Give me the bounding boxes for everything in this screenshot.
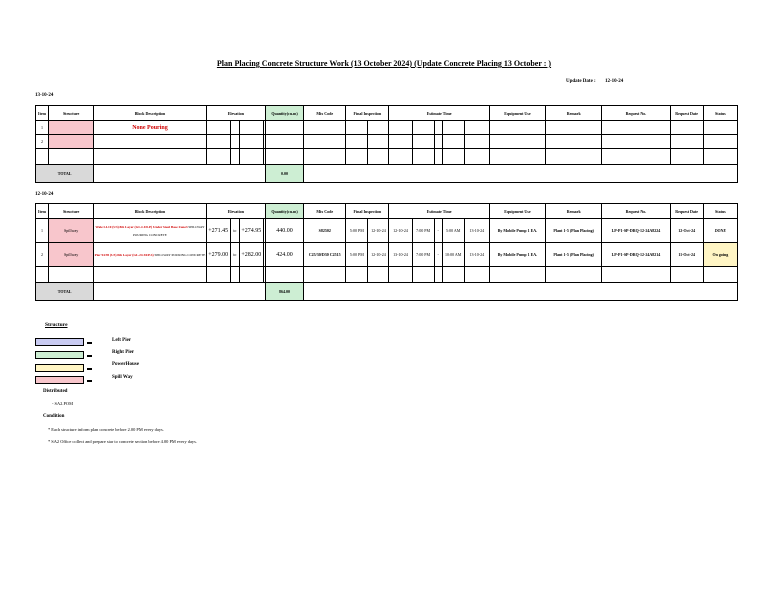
table-row — [36, 243, 738, 267]
start-time: 7:00 PM — [412, 219, 434, 243]
legend-label-spillway: Spill Way — [112, 375, 133, 380]
elevation-from: +279.00 — [206, 243, 230, 267]
equipment-cell: By Mobile Pump 1 EA. — [489, 243, 545, 267]
legend-dash — [87, 355, 92, 357]
quantity-cell: 424.00 — [265, 243, 303, 267]
status-badge: DONE — [703, 219, 737, 243]
page-title: Plan Placing Concrete Structure Work (13 October 2024) (Update Concrete Placing 13 October : ) — [216, 59, 552, 68]
col-request-no: Request No. — [602, 106, 670, 121]
col-remark: Remark — [546, 204, 602, 219]
spillway-swatch — [35, 376, 84, 384]
description-location: Pier 94/95 (U3) 8th Layer (GL.24-94/P.S) — [94, 252, 154, 257]
col-status: Status — [703, 204, 737, 219]
quantity-cell: 440.00 — [265, 219, 303, 243]
powerhouse-swatch — [35, 364, 84, 372]
description-work: SPILLWAY POURING CONCRETE — [133, 224, 205, 237]
total-value: 0.00 — [265, 165, 303, 183]
equipment-cell: By Mobile Pump 1 EA. — [489, 219, 545, 243]
table-row — [36, 149, 738, 165]
section2-date: 12-10-24 — [35, 192, 54, 197]
inspection-time: 5:00 PM — [346, 219, 368, 243]
structure-cell: Spillway — [49, 243, 94, 267]
item-cell: 2 — [36, 135, 49, 149]
elevation-to-label: to — [230, 243, 239, 267]
col-remark: Remark — [546, 106, 602, 121]
col-item: Item — [36, 204, 49, 219]
col-mix-code: Mix Code — [304, 106, 346, 121]
col-elevation: Elevation — [206, 204, 265, 219]
end-time: 10:00 AM — [442, 243, 464, 267]
col-estimate-time: Estimate Time — [389, 106, 489, 121]
legend-dash — [87, 380, 92, 382]
status-badge: On going — [703, 243, 737, 267]
block-description — [94, 243, 206, 267]
col-request-no: Request No. — [602, 204, 670, 219]
request-date-cell: 12-Oct-24 — [670, 219, 703, 243]
col-mix-code: Mix Code — [304, 204, 346, 219]
col-quantity: Quantity(cu.m) — [265, 204, 303, 219]
section1-table — [35, 105, 738, 183]
col-status: Status — [703, 106, 737, 121]
mix-code-cell: C25/30/D30 C2515 — [304, 243, 346, 267]
table-row — [36, 121, 738, 135]
elevation-to: +282.00 — [239, 243, 263, 267]
total-row — [36, 283, 738, 301]
col-structure: Structure — [49, 204, 94, 219]
inspection-time: 5:00 PM — [346, 243, 368, 267]
request-no-cell: LP-P1-SP-DRQ-12-24A8214 — [602, 243, 670, 267]
structure-cell: Spillway — [49, 219, 94, 243]
update-date — [566, 79, 623, 84]
distributed-value: - SA2.POM — [52, 401, 73, 406]
remark-cell: Plant 1-5 (Plan Placing) — [546, 243, 602, 267]
block-description — [94, 219, 206, 243]
condition-title: Condition — [43, 414, 65, 419]
legend-label-right-pier: Right Pier — [112, 350, 135, 355]
section2-table — [35, 203, 738, 301]
table-row — [36, 219, 738, 243]
update-date-value: 12-10-24 — [604, 79, 624, 84]
col-structure: Structure — [49, 106, 94, 121]
col-request-date: Request Date — [670, 204, 703, 219]
item-cell: 1 — [36, 219, 49, 243]
left-pier-swatch — [35, 338, 84, 346]
end-date: 13-10-24 — [464, 243, 489, 267]
table-row — [36, 135, 738, 149]
total-value: 864.00 — [265, 283, 303, 301]
legend-dash — [87, 342, 92, 344]
condition-item: * Each structure inform plan concrete before 2.00 PM every days. — [48, 427, 164, 432]
description-work: SPILLWAY POURING CONCRETE — [154, 252, 206, 257]
header-row — [36, 106, 738, 121]
col-estimate-time: Estimate Time — [389, 204, 489, 219]
col-block-description: Block Description — [94, 106, 206, 121]
col-final-inspection: Final Inspection — [346, 204, 389, 219]
col-equipment: Equipment Use — [489, 204, 545, 219]
start-date: 12-10-24 — [389, 219, 412, 243]
col-request-date: Request Date — [670, 106, 703, 121]
update-date-label: Update Date : — [566, 79, 596, 84]
table-row — [36, 267, 738, 283]
total-label: TOTAL — [36, 165, 94, 183]
col-item: Item — [36, 106, 49, 121]
legend-dash — [87, 368, 92, 370]
col-final-inspection: Final Inspection — [346, 106, 389, 121]
condition-item: * SA2 Office collect and prepare star to concrete section before 4.00 PM every days. — [48, 439, 197, 444]
item-cell: 2 — [36, 243, 49, 267]
mix-code-cell: S82502 — [304, 219, 346, 243]
start-time: 7:00 PM — [412, 243, 434, 267]
none-pouring-text: None Pouring — [94, 121, 206, 135]
col-equipment: Equipment Use — [489, 106, 545, 121]
col-block-description: Block Description — [94, 204, 206, 219]
request-no-cell: LP-P1-SP-DRQ-12-24A8224 — [602, 219, 670, 243]
time-separator: - — [434, 243, 442, 267]
elevation-from: +271.45 — [206, 219, 230, 243]
col-quantity: Quantity(cu.m) — [265, 106, 303, 121]
distributed-title: Distributed — [43, 389, 68, 394]
total-label: TOTAL — [36, 283, 94, 301]
item-cell: 1 — [36, 121, 49, 135]
end-date: 13-10-24 — [464, 219, 489, 243]
description-location: Wale LL10 (U3) 8th Layer (GL.LU8-P) Under Steel Base Zone3 — [95, 224, 188, 229]
inspection-date: 12-10-24 — [368, 219, 389, 243]
legend-title: Structure — [45, 322, 68, 328]
elevation-to-label: to — [230, 219, 239, 243]
end-time: 5:00 AM — [442, 219, 464, 243]
legend-label-powerhouse: PowerHouse — [112, 362, 139, 367]
total-row — [36, 165, 738, 183]
header-row — [36, 204, 738, 219]
legend-label-left-pier: Left Pier — [112, 338, 132, 343]
request-date-cell: 11-Oct-24 — [670, 243, 703, 267]
elevation-to: +274.95 — [239, 219, 263, 243]
right-pier-swatch — [35, 351, 84, 359]
inspection-date: 12-10-24 — [368, 243, 389, 267]
section1-date: 13-10-24 — [35, 93, 54, 98]
start-date: 13-10-24 — [389, 243, 412, 267]
remark-cell: Plant 1-5 (Plan Placing) — [546, 219, 602, 243]
time-separator: - — [434, 219, 442, 243]
col-elevation: Elevation — [206, 106, 265, 121]
